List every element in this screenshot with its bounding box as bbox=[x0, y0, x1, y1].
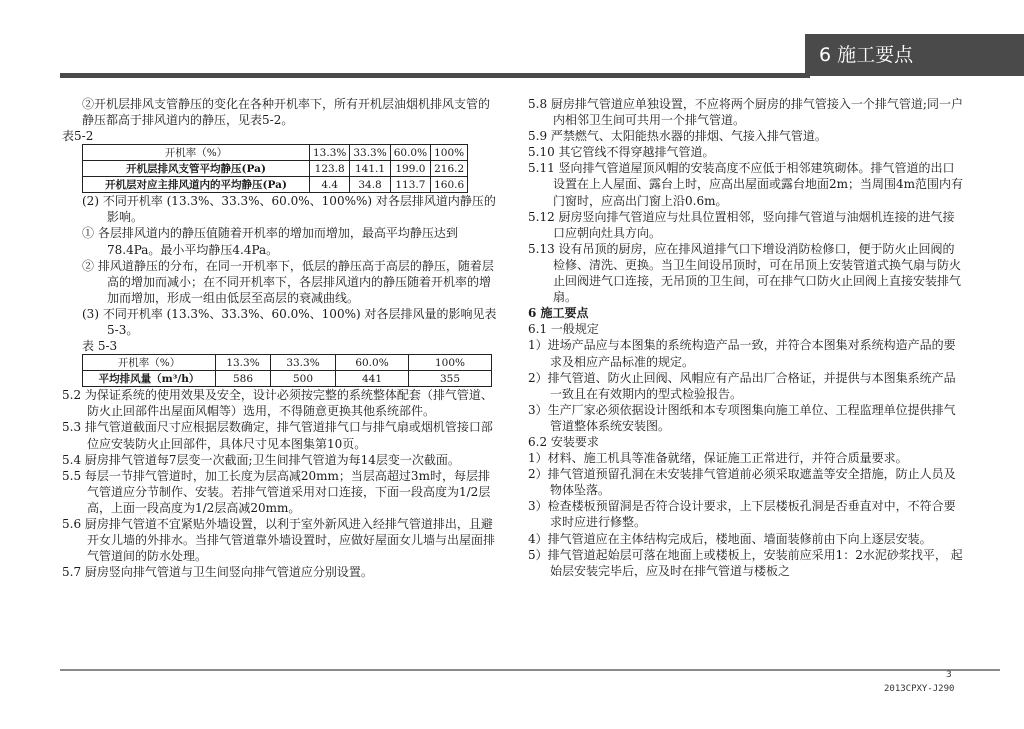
list-item: 2）排气管道、防火止回阀、风帽应有产品出厂合格证，并提供与本图集系统产品一致且在有效期内的型式检验报告。 bbox=[528, 370, 956, 401]
table-cell: 199.0 bbox=[390, 161, 430, 177]
section-5-2: 5.2 为保证系统的使用效果及安全，设计必须按完整的系统整体配套（排气管道、防火止回部件出屋面风帽等）选用，不得随意更换其他系统部件。 bbox=[62, 388, 493, 419]
table-cell: 123.8 bbox=[310, 161, 350, 177]
list-item: 2）排气管道预留孔洞在未安装排气管道前必须采取遮盖等安全措施，防止人员及物体坠落。 bbox=[528, 467, 956, 498]
page-number: 3 bbox=[946, 670, 952, 680]
list-item: 1）进场产品应与本图集的系统构造产品一致，并符合本图集对系统构造产品的要求及相应产品标准的规定。 bbox=[528, 338, 956, 369]
table-cell: 33.3% bbox=[350, 145, 390, 161]
subsection-heading: 6.1 一般规定 bbox=[528, 322, 599, 337]
list-item: 4）排气管道应在主体结构完成后，楼地面、墙面装修前由下向上逐层安装。 bbox=[528, 531, 932, 546]
list-item: 3）检查楼板预留洞是否符合设计要求，上下层楼板孔洞是否垂直对中，不符合要求时应进行修整。 bbox=[528, 499, 956, 530]
section-5-7: 5.7 厨房竖向排气管道与卫生间竖向排气管道应分别设置。 bbox=[62, 565, 373, 580]
table-cell: 开机率（%） bbox=[83, 355, 216, 371]
paragraph: (2) 不同开机率 (13.3%、33.3%、60.0%、100%%) 对各层排风道内静压的影响。 bbox=[82, 194, 496, 225]
table-cell: 开机层排风支管平均静压(Pa) bbox=[83, 161, 310, 177]
table-cell: 113.7 bbox=[390, 177, 430, 193]
section-5-8: 5.8 厨房排气管道应单独设置，不应将两个厨房的排气管接入一个排气管道;同一户内相邻卫生间可共用一个排气管道。 bbox=[528, 97, 963, 128]
table-cell: 60.0% bbox=[336, 355, 409, 371]
table-caption: 表5-2 bbox=[62, 129, 94, 144]
section-5-5: 5.5 每层一节排气管道时，加工长度为层高减20mm；当层高超过3m时，每层排气管道应分节制作、安装。若排气管道采用对口连接，下面一段高度为1/2层高，上面一段高度为1/2层高减20mm。 bbox=[62, 468, 491, 515]
paragraph: ②开机层排风支管静压的变化在各种开机率下，所有开机层油烟机排风支管的静压都高于排风道内的静压，见表5-2。 bbox=[82, 97, 491, 128]
table-cell: 60.0% bbox=[390, 145, 430, 161]
section-5-11: 5.11 竖向排气管道屋顶风帽的安装高度不应低于相邻建筑砌体。排气管道的出口设置在上人屋面、露台上时，应高出屋面或露台地面2m；当周围4m范围内有门窗时，应高出门窗上沿0.6m。 bbox=[528, 161, 964, 208]
table-cell: 586 bbox=[216, 371, 271, 387]
list-item: 3）生产厂家必须依据设计图纸和本专项图集向施工单位、工程监理单位提供排气管道整体系统安装图。 bbox=[528, 402, 956, 433]
left-column bbox=[62, 96, 498, 580]
section-5-13: 5.13 设有吊顶的厨房，应在排风道排气口下增设消防检修口，便于防火止回阀的检修、清洗、更换。当卫生间设吊顶时，可在吊顶上安装管道式换气扇与防火止回阀进气口连接，无吊顶的卫生间，可在排气口防火止回阀上直接安装排气扇。 bbox=[528, 241, 962, 305]
table-caption: 表 5-3 bbox=[82, 339, 118, 354]
table-cell: 500 bbox=[271, 371, 336, 387]
list-item: 5）排气管道起始层可落在地面上或楼板上，安装前应采用1：2水泥砂浆找平， 起始层安装完毕后，应及时在排气管道与楼板之 bbox=[528, 547, 963, 578]
table-cell: 4.4 bbox=[310, 177, 350, 193]
table-row bbox=[83, 371, 492, 387]
table-cell: 13.3% bbox=[310, 145, 350, 161]
table-cell: 平均排风量（m³/h） bbox=[83, 371, 216, 387]
header-band bbox=[60, 73, 810, 78]
table-cell: 开机层对应主排风道内的平均静压(Pa) bbox=[83, 177, 310, 193]
right-column bbox=[528, 96, 964, 579]
table-cell: 216.2 bbox=[431, 161, 468, 177]
table-cell: 160.6 bbox=[431, 177, 468, 193]
table-cell: 141.1 bbox=[350, 161, 390, 177]
table-row bbox=[83, 355, 492, 371]
subsection-heading: 6.2 安装要求 bbox=[528, 434, 599, 449]
table-cell: 441 bbox=[336, 371, 409, 387]
table-row bbox=[83, 145, 468, 161]
section-5-6: 5.6 厨房排气管道不宜紧贴外墙设置，以利于室外新风进入经排气管道排出，且避开女儿墙的外排水。当排气管道靠外墙设置时，应做好屋面女儿墙与出屋面排气管道间的防水处理。 bbox=[62, 516, 496, 564]
table-row bbox=[83, 177, 468, 193]
table-cell: 开机率（%） bbox=[83, 145, 310, 161]
table-5-2 bbox=[82, 144, 468, 193]
table-row bbox=[83, 161, 468, 177]
section-5-3: 5.3 排气管道截面尺寸应根据层数确定，排气管道排气口与排气扇或烟机管接口部位应安装防火止回部件，具体尺寸见本图集第10页。 bbox=[62, 420, 493, 451]
section-5-9: 5.9 严禁燃气、太阳能热水器的排烟、气接入排气管道。 bbox=[528, 129, 827, 144]
table-cell: 34.8 bbox=[350, 177, 390, 193]
list-item: 1）材料、施工机具等准备就绪，保证施工正常进行，并符合质量要求。 bbox=[528, 451, 908, 466]
table-5-3 bbox=[82, 354, 492, 387]
section-5-12: 5.12 厨房竖向排气管道应与灶具位置相邻，竖向排气管道与油烟机连接的进气接口应朝向灶具方向。 bbox=[528, 209, 955, 240]
table-cell: 13.3% bbox=[216, 355, 271, 371]
paragraph: ② 排风道静压的分布，在同一开机率下，低层的静压高于高层的静压，随着层高的增加而减小；在不同开机率下，各层排风道内的静压随着开机率的增加而增加，形成一组由低层至高层的衰减曲线。 bbox=[82, 258, 494, 305]
table-cell: 33.3% bbox=[271, 355, 336, 371]
section-heading: 6 施工要点 bbox=[528, 306, 589, 321]
table-cell: 355 bbox=[409, 371, 492, 387]
table-cell: 100% bbox=[409, 355, 492, 371]
paragraph: (3) 不同开机率 (13.3%、33.3%、60.0%、100%) 对各层排风量的影响见表5-3。 bbox=[82, 306, 497, 338]
section-5-4: 5.4 厨房排气管道每7层变一次截面;卫生间排气管道为每14层变一次截面。 bbox=[62, 452, 460, 467]
document-code: 2013CPXY-J290 bbox=[884, 684, 955, 694]
paragraph: ① 各层排风道内的静压值随着开机率的增加而增加，最高平均静压达到78.4Pa。最小平均静压4.4Pa。 bbox=[82, 226, 458, 257]
footer-line bbox=[60, 669, 1000, 671]
section-title: 6 施工要点 bbox=[805, 34, 1024, 76]
table-cell: 100% bbox=[431, 145, 468, 161]
section-5-10: 5.10 其它管线不得穿越排气管道。 bbox=[528, 145, 715, 160]
